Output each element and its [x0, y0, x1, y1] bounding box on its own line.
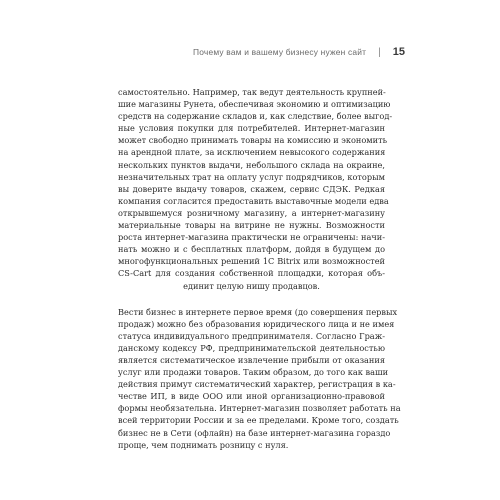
text-line: нать можно и с бесплатных платформ, дойдя в будущем до — [118, 244, 385, 255]
text-line: может свободно принимать товары на комиссию и экономить — [118, 135, 388, 146]
page-number: 15 — [392, 46, 405, 58]
text-line: формы необязательна. Интернет-магазин позволяет работать на — [118, 403, 401, 414]
text-line: самостоятельно. Например, так ведут деятельность крупней- — [118, 87, 386, 97]
text-line: ные условия покупки для потребителей. Интернет-магазин — [118, 123, 385, 134]
text-line: многофункциональных решений 1С Bitrix или возможностей — [118, 256, 385, 267]
text-line: Вести бизнес в интернете первое время (до совершения первых — [118, 306, 398, 317]
text-line: бизнес не в Сети (офлайн) на базе интернет-магазина гораздо — [118, 427, 391, 438]
text-line: незначительных трат на оплату услуг подрядчиков, которым — [118, 171, 385, 182]
text-line: является систематическое извлечение прибыли от оказания — [118, 354, 385, 365]
text-line: всей территории России и за ее пределами. Кроме того, создать — [118, 415, 399, 426]
text-line: статуса индивидуального предпринимателя. Согласно Граж- — [118, 330, 385, 341]
text-line: компания согласится предоставить выставочные модели едва — [118, 195, 389, 206]
text-line: на арендной плате, за исключением невысокого содержания — [118, 147, 386, 158]
text-line: действия примут систематический характер, регистрация в ка- — [118, 379, 396, 390]
paragraph-1 — [118, 86, 393, 292]
page-header — [193, 46, 405, 58]
text-line: проще, чем поднимать розницу с нуля. — [118, 439, 289, 450]
text-line: единит целую нишу продавцов. — [183, 280, 320, 291]
header-divider: | — [378, 47, 381, 58]
text-line: честве ИП, в виде ООО или иной организационно-правовой — [118, 391, 385, 402]
text-line: материальные товары на витрине не нужны. Возможности — [118, 220, 385, 231]
text-line: продаж) можно без образования юридического лица и не имея — [118, 318, 395, 329]
text-line: роста интернет-магазина практически не ограничены: начи- — [118, 232, 385, 243]
paragraph-2 — [118, 306, 401, 451]
page-body — [118, 86, 401, 465]
text-line: нескольких пунктов выдачи, небольшого склада на окраине, — [118, 159, 385, 170]
text-line: открывшемуся розничному магазину, а интернет-магазину — [118, 207, 385, 218]
text-line: вы доверите выдачу товаров, скажем, сервис СДЭК. Редкая — [118, 183, 385, 194]
text-line: услуг или продажи товаров. Таким образом, до того как ваши — [118, 367, 389, 378]
running-title: Почему вам и вашему бизнесу нужен сайт — [193, 47, 367, 57]
text-line: CS-Cart для создания собственной площадки, которая объ- — [118, 268, 385, 279]
text-line: средств на содержание складов и, как следствие, более выгод- — [118, 111, 393, 122]
text-line: данскому кодексу РФ, предпринимательской деятельностью — [118, 342, 385, 353]
text-line: шие магазины Рунета, обеспечивая экономию и оптимизацию — [118, 99, 391, 110]
